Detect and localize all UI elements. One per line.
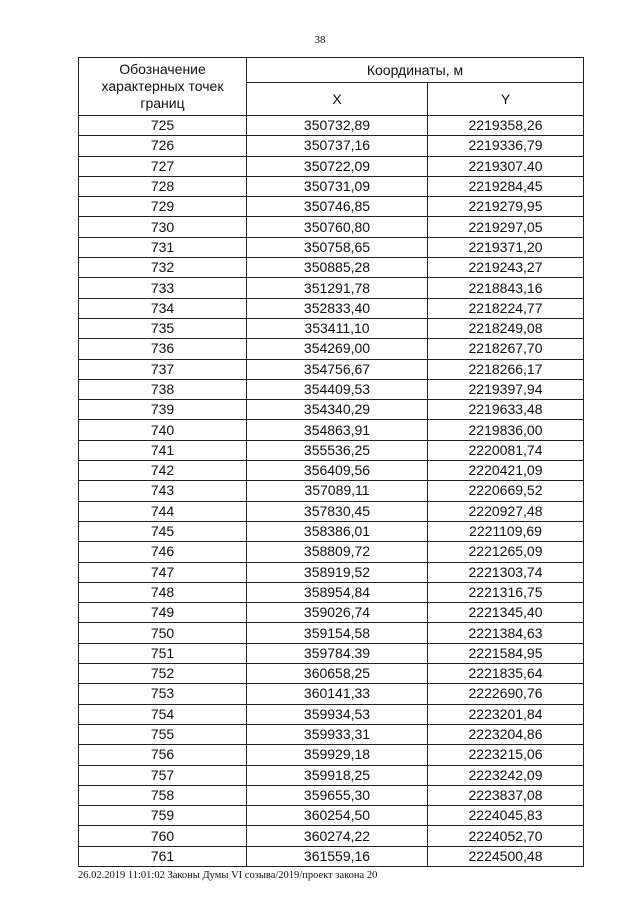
y-coordinate-cell: 2221316,75	[428, 582, 584, 602]
x-coordinate-cell: 359154,58	[247, 623, 428, 643]
point-id-cell: 733	[79, 278, 247, 298]
x-coordinate-cell: 354340,29	[247, 400, 428, 420]
y-coordinate-cell: 2218266,17	[428, 359, 584, 379]
coordinates-table	[78, 57, 584, 867]
x-coordinate-cell: 360141,33	[247, 684, 428, 704]
x-coordinate-cell: 359929,18	[247, 745, 428, 765]
point-id-cell: 752	[79, 664, 247, 684]
x-coordinate-cell: 350731,09	[247, 176, 428, 196]
y-coordinate-cell: 2223215,06	[428, 745, 584, 765]
table-row	[79, 379, 584, 399]
table-row	[79, 521, 584, 541]
point-id-cell: 758	[79, 785, 247, 805]
x-coordinate-cell: 350885,28	[247, 258, 428, 278]
x-coordinate-cell: 359918,25	[247, 765, 428, 785]
table-row	[79, 623, 584, 643]
point-id-cell: 749	[79, 603, 247, 623]
point-id-cell: 754	[79, 704, 247, 724]
y-coordinate-cell: 2221303,74	[428, 562, 584, 582]
y-coordinate-cell: 2219284,45	[428, 176, 584, 196]
x-coordinate-cell: 350746,85	[247, 197, 428, 217]
point-id-cell: 761	[79, 846, 247, 866]
table-row	[79, 684, 584, 704]
y-coordinate-cell: 2220081,74	[428, 440, 584, 460]
x-header: X	[247, 83, 428, 116]
y-coordinate-cell: 2219633,48	[428, 400, 584, 420]
x-coordinate-cell: 350737,16	[247, 136, 428, 156]
table-row	[79, 339, 584, 359]
x-coordinate-cell: 358919,52	[247, 562, 428, 582]
y-coordinate-cell: 2219279,95	[428, 197, 584, 217]
point-id-cell: 759	[79, 806, 247, 826]
x-coordinate-cell: 357830,45	[247, 501, 428, 521]
x-coordinate-cell: 354269,00	[247, 339, 428, 359]
table-row	[79, 278, 584, 298]
page-number: 38	[314, 34, 326, 46]
table-row	[79, 785, 584, 805]
y-coordinate-cell: 2223242,09	[428, 765, 584, 785]
point-id-cell: 726	[79, 136, 247, 156]
x-coordinate-cell: 361559,16	[247, 846, 428, 866]
point-id-cell: 745	[79, 521, 247, 541]
y-coordinate-cell: 2224500,48	[428, 846, 584, 866]
y-coordinate-cell: 2218267,70	[428, 339, 584, 359]
y-coordinate-cell: 2219358,26	[428, 116, 584, 136]
table-row	[79, 582, 584, 602]
point-id-cell: 738	[79, 379, 247, 399]
point-id-cell: 735	[79, 318, 247, 338]
point-id-cell: 751	[79, 643, 247, 663]
y-coordinate-cell: 2218249,08	[428, 318, 584, 338]
point-id-cell: 746	[79, 542, 247, 562]
x-coordinate-cell: 351291,78	[247, 278, 428, 298]
point-id-cell: 757	[79, 765, 247, 785]
y-coordinate-cell: 2220421,09	[428, 461, 584, 481]
point-id-cell: 760	[79, 826, 247, 846]
table-row	[79, 562, 584, 582]
x-coordinate-cell: 350722,09	[247, 156, 428, 176]
point-id-cell: 725	[79, 116, 247, 136]
x-coordinate-cell: 358954,84	[247, 582, 428, 602]
y-coordinate-cell: 2219397,94	[428, 379, 584, 399]
x-coordinate-cell: 360254,50	[247, 806, 428, 826]
table-row	[79, 197, 584, 217]
coordinates-header: Координаты, м	[247, 58, 584, 83]
y-coordinate-cell: 2222690,76	[428, 684, 584, 704]
point-id-cell: 741	[79, 440, 247, 460]
table-row	[79, 724, 584, 744]
x-coordinate-cell: 359026,74	[247, 603, 428, 623]
x-coordinate-cell: 359933,31	[247, 724, 428, 744]
table-row	[79, 420, 584, 440]
y-coordinate-cell: 2223837,08	[428, 785, 584, 805]
y-coordinate-cell: 2219836,00	[428, 420, 584, 440]
table-row	[79, 745, 584, 765]
table-row	[79, 359, 584, 379]
y-coordinate-cell: 2221835,64	[428, 664, 584, 684]
table-row	[79, 603, 584, 623]
x-coordinate-cell: 357089,11	[247, 481, 428, 501]
table-row	[79, 501, 584, 521]
y-coordinate-cell: 2219336,79	[428, 136, 584, 156]
table-row	[79, 318, 584, 338]
table-row	[79, 643, 584, 663]
y-coordinate-cell: 2223204,86	[428, 724, 584, 744]
point-id-cell: 740	[79, 420, 247, 440]
point-id-cell: 743	[79, 481, 247, 501]
table-row	[79, 664, 584, 684]
x-coordinate-cell: 350732,89	[247, 116, 428, 136]
point-id-cell: 732	[79, 258, 247, 278]
point-id-cell: 728	[79, 176, 247, 196]
y-coordinate-cell: 2221345,40	[428, 603, 584, 623]
y-coordinate-cell: 2218224,77	[428, 298, 584, 318]
table-row	[79, 481, 584, 501]
y-coordinate-cell: 2220669,52	[428, 481, 584, 501]
point-id-cell: 753	[79, 684, 247, 704]
point-id-cell: 737	[79, 359, 247, 379]
y-coordinate-cell: 2218843,16	[428, 278, 584, 298]
x-coordinate-cell: 354409,53	[247, 379, 428, 399]
table-header	[79, 58, 584, 116]
x-coordinate-cell: 358809,72	[247, 542, 428, 562]
point-id-cell: 736	[79, 339, 247, 359]
point-id-cell: 747	[79, 562, 247, 582]
table-row	[79, 237, 584, 257]
y-coordinate-cell: 2221265,09	[428, 542, 584, 562]
table-row	[79, 704, 584, 724]
y-coordinate-cell: 2219307.40	[428, 156, 584, 176]
point-id-cell: 731	[79, 237, 247, 257]
point-id-cell: 734	[79, 298, 247, 318]
x-coordinate-cell: 354756,67	[247, 359, 428, 379]
point-id-cell: 727	[79, 156, 247, 176]
point-id-cell: 750	[79, 623, 247, 643]
table-row	[79, 846, 584, 866]
x-coordinate-cell: 359784.39	[247, 643, 428, 663]
point-designation-header: Обозначение характерных точек границ	[79, 58, 247, 116]
point-id-cell: 756	[79, 745, 247, 765]
footer-stamp: 26.02.2019 11:01:02 Законы Думы VI созыва/2019/проект закона 20	[78, 870, 378, 881]
table-row	[79, 176, 584, 196]
x-coordinate-cell: 355536,25	[247, 440, 428, 460]
table-row	[79, 806, 584, 826]
x-coordinate-cell: 350758,65	[247, 237, 428, 257]
table-row	[79, 116, 584, 136]
x-coordinate-cell: 350760,80	[247, 217, 428, 237]
table-row	[79, 156, 584, 176]
point-id-cell: 755	[79, 724, 247, 744]
table-row	[79, 542, 584, 562]
table-row	[79, 258, 584, 278]
x-coordinate-cell: 360274,22	[247, 826, 428, 846]
y-header: Y	[428, 83, 584, 116]
y-coordinate-cell: 2224045,83	[428, 806, 584, 826]
x-coordinate-cell: 358386,01	[247, 521, 428, 541]
point-id-cell: 730	[79, 217, 247, 237]
y-coordinate-cell: 2219371,20	[428, 237, 584, 257]
y-coordinate-cell: 2221384,63	[428, 623, 584, 643]
y-coordinate-cell: 2219297,05	[428, 217, 584, 237]
y-coordinate-cell: 2223201,84	[428, 704, 584, 724]
point-id-cell: 748	[79, 582, 247, 602]
y-coordinate-cell: 2219243,27	[428, 258, 584, 278]
table-row	[79, 440, 584, 460]
table-row	[79, 400, 584, 420]
point-id-cell: 744	[79, 501, 247, 521]
table-row	[79, 826, 584, 846]
point-id-cell: 729	[79, 197, 247, 217]
table-row	[79, 217, 584, 237]
table-row	[79, 136, 584, 156]
x-coordinate-cell: 360658,25	[247, 664, 428, 684]
x-coordinate-cell: 352833,40	[247, 298, 428, 318]
x-coordinate-cell: 356409,56	[247, 461, 428, 481]
point-id-cell: 739	[79, 400, 247, 420]
x-coordinate-cell: 353411,10	[247, 318, 428, 338]
table-body	[79, 116, 584, 867]
x-coordinate-cell: 359934,53	[247, 704, 428, 724]
point-id-cell: 742	[79, 461, 247, 481]
y-coordinate-cell: 2220927,48	[428, 501, 584, 521]
y-coordinate-cell: 2221584,95	[428, 643, 584, 663]
table-row	[79, 298, 584, 318]
y-coordinate-cell: 2224052,70	[428, 826, 584, 846]
x-coordinate-cell: 359655,30	[247, 785, 428, 805]
x-coordinate-cell: 354863,91	[247, 420, 428, 440]
y-coordinate-cell: 2221109,69	[428, 521, 584, 541]
table-row	[79, 765, 584, 785]
table-row	[79, 461, 584, 481]
